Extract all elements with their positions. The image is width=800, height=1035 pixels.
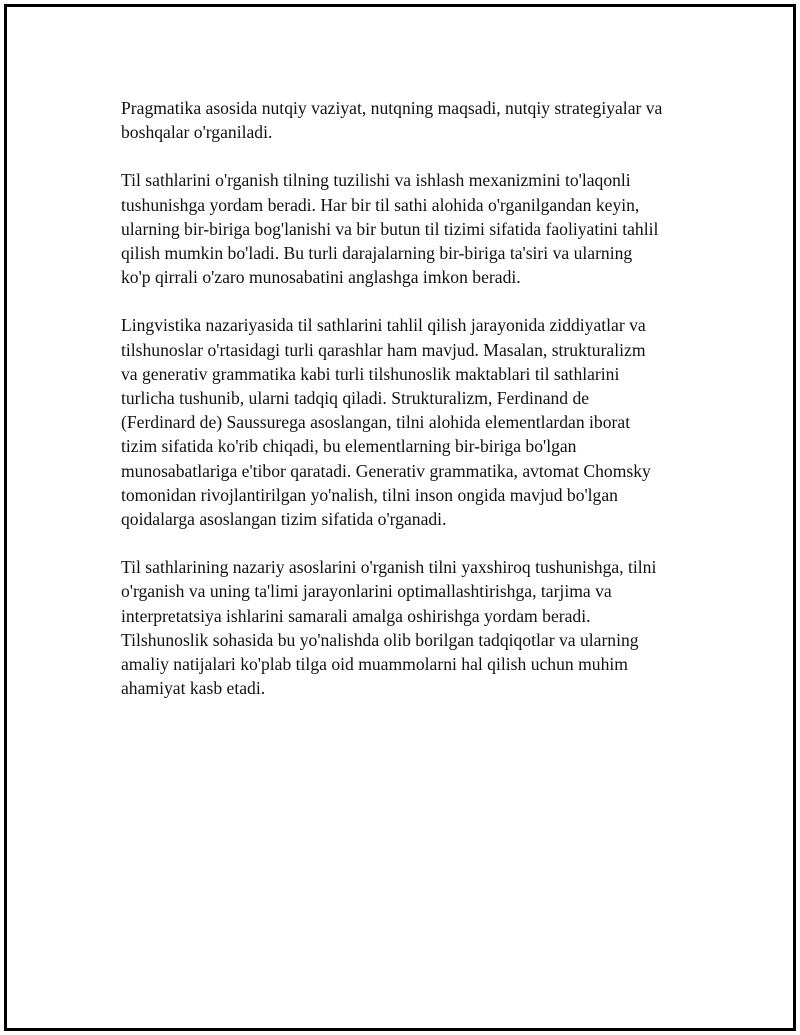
paragraph-til-sathlari: Til sathlarini o'rganish tilning tuzilishi va ishlash mexanizmini to'laqonli tushunishga yordam beradi. Har bir til sathi alohida o'rganilgandan keyin, ularning bir-biriga bog'lanishi va bir butun til tizimi sifatida faoliyatini tahlil qilish mumkin bo'ladi. Bu turli darajalarning bir-biriga ta'siri va ularning ko'p qirrali o'zaro munosabatini anglashga imkon beradi. bbox=[121, 170, 659, 288]
paragraph-pragmatika: Pragmatika asosida nutqiy vaziyat, nutqning maqsadi, nutqiy strategiyalar va boshqalar o'rganiladi. bbox=[121, 98, 663, 143]
paragraph-lingvistika: Lingvistika nazariyasida til sathlarini tahlil qilish jarayonida ziddiyatlar va tilshunoslar o'rtasidagi turli qarashlar ham mavjud. Masalan, strukturalizm va generativ grammatika kabi turli tilshunoslik maktablari til sathlarini turlicha tushunib, ularni tadqiq qiladi. Strukturalizm, Ferdinand de (Ferdinard de) Saussurega asoslangan, tilni alohida elementlardan iborat tizim sifatida ko'rib chiqadi, bu elementlarning bir-biriga bo'lgan munosabatlariga e'tibor qaratadi. Generativ grammatika, avtomat Chomsky tomonidan rivojlantirilgan yo'nalish, tilni inson ongida mavjud bo'lgan qoidalarga asoslangan tizim sifatida o'rganadi. bbox=[121, 315, 651, 530]
page-frame bbox=[4, 4, 796, 1031]
paragraph-nazariy-asoslar: Til sathlarining nazariy asoslarini o'rganish tilni yaxshiroq tushunishga, tilni o'rganish va uning ta'limi jarayonlarini optimallashtirishga, tarjima va interpretatsiya ishlarini samarali amalga oshirishga yordam beradi. Tilshunoslik sohasida bu yo'nalishda olib borilgan tadqiqotlar va ularning amaliy natijalari ko'plab tilga oid muammolarni hal qilish uchun muhim ahamiyat kasb etadi. bbox=[121, 557, 657, 699]
document-body bbox=[121, 96, 701, 724]
